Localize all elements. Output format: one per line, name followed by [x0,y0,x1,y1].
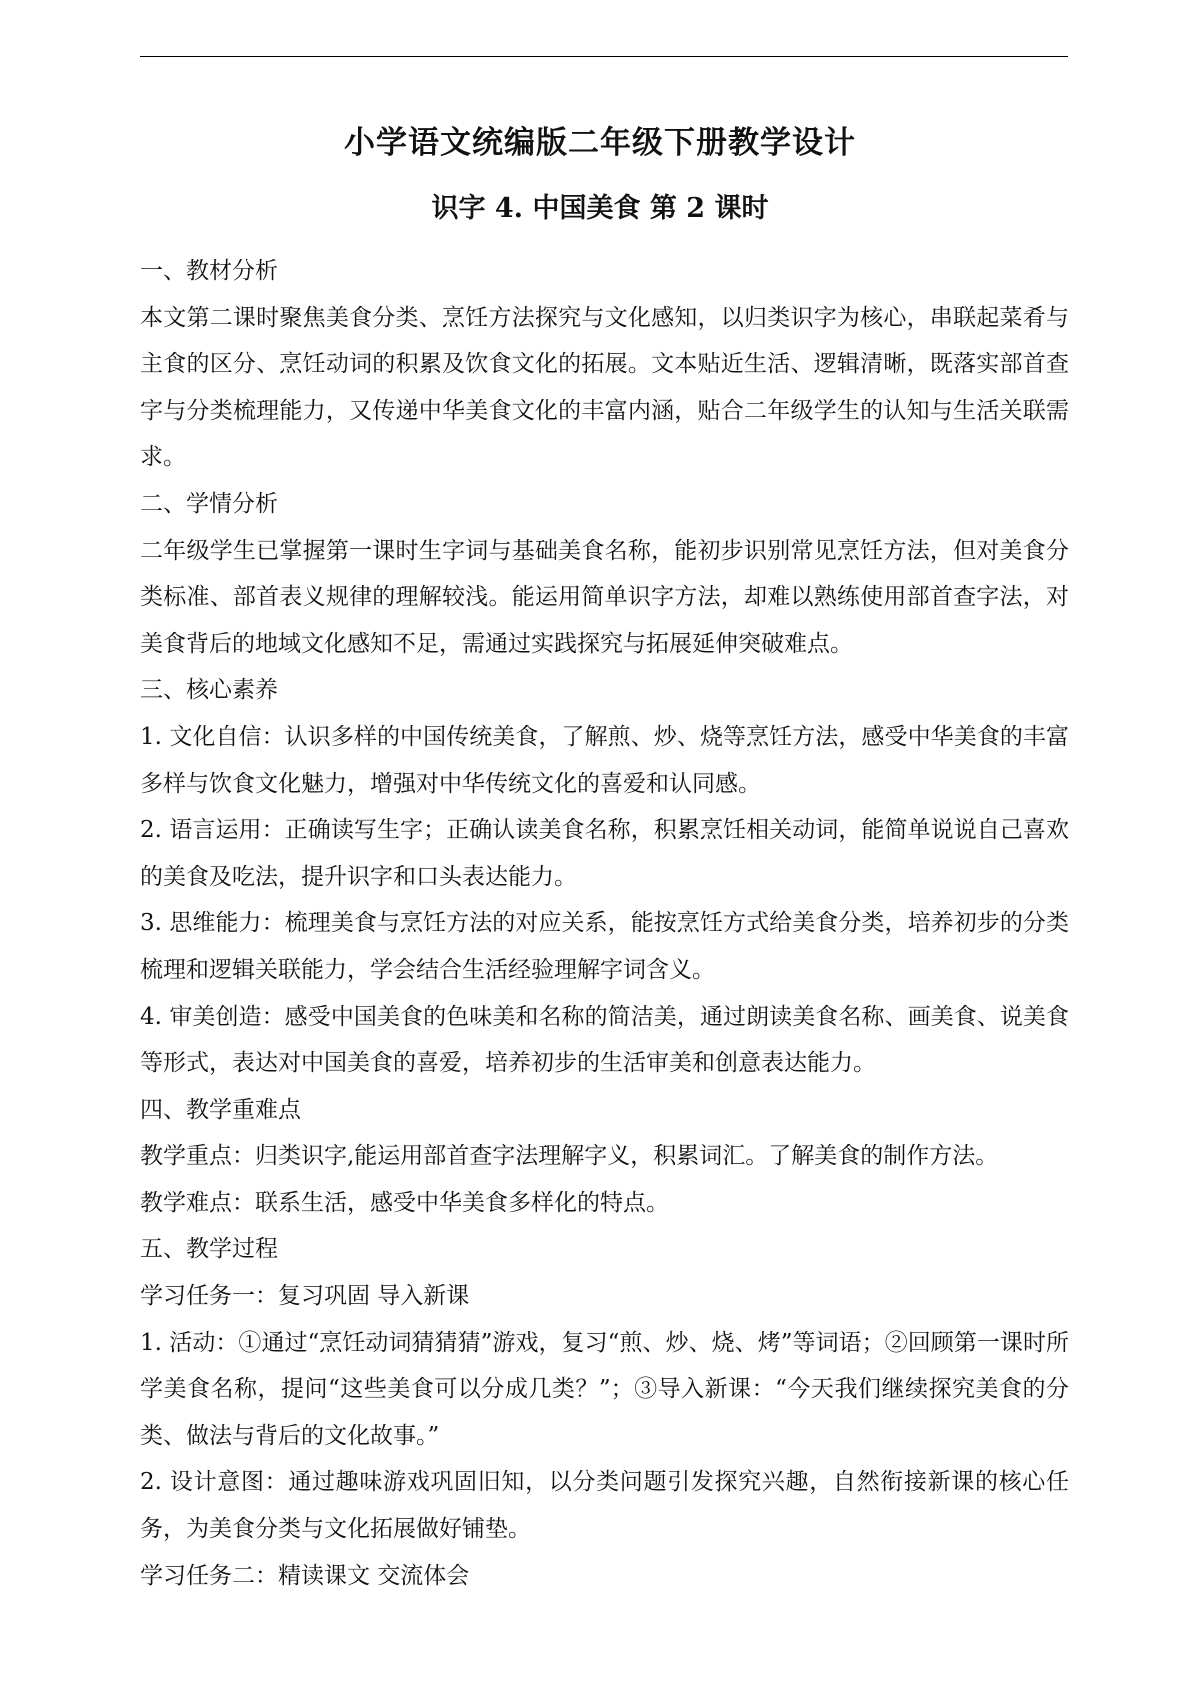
document-body [140,248,1069,1599]
document-subtitle: 识字 4. 中国美食 第 2 课时 [431,193,769,224]
section-heading-student-analysis: 二、学情分析 [140,490,278,517]
paragraph: 3. 思维能力：梳理美食与烹饪方法的对应关系，能按烹饪方式给美食分类，培养初步的分类梳理和逻辑关联能力，学会结合生活经验理解字词含义。 [140,910,1069,983]
section-heading-teaching-process: 五、教学过程 [140,1236,278,1263]
task-heading: 学习任务二：精读课文 交流体会 [140,1562,470,1589]
section-heading-textbook-analysis: 一、教材分析 [140,258,278,284]
paragraph: 二年级学生已掌握第一课时生字词与基础美食名称，能初步识别常见烹饪方法，但对美食分类标准、部首表义规律的理解较浅。能运用简单识字方法，却难以熟练使用部首查字法，对美食背后的地域文化感知不足，需通过实践探究与拓展延伸突破难点。 [140,537,1069,657]
paragraph: 2. 语言运用：正确读写生字；正确认读美食名称，积累烹饪相关动词，能简单说说自己喜欢的美食及吃法，提升识字和口头表达能力。 [140,817,1069,890]
section-heading-key-difficulties: 四、教学重难点 [140,1096,301,1123]
header-rule [140,56,1068,57]
paragraph: 教学重点：归类识字,能运用部首查字法理解字义，积累词汇。了解美食的制作方法。 [140,1143,999,1170]
paragraph: 1. 活动：①通过“烹饪动词猜猜猜”游戏，复习“煎、炒、烧、烤”等词语；②回顾第一课时所学美食名称，提问“这些美食可以分成几类？”；③导入新课：“今天我们继续探究美食的分类、做法与背后的文化故事。” [140,1329,1069,1449]
paragraph: 2. 设计意图：通过趣味游戏巩固旧知，以分类问题引发探究兴趣，自然衔接新课的核心任务，为美食分类与文化拓展做好铺垫。 [140,1469,1069,1543]
paragraph: 4. 审美创造：感受中国美食的色味美和名称的简洁美，通过朗读美食名称、画美食、说美食等形式，表达对中国美食的喜爱，培养初步的生活审美和创意表达能力。 [140,1003,1069,1077]
paragraph: 1. 文化自信：认识多样的中国传统美食，了解煎、炒、烧等烹饪方法，感受中华美食的丰富多样与饮食文化魅力，增强对中华传统文化的喜爱和认同感。 [140,723,1069,797]
task-heading: 学习任务一：复习巩固 导入新课 [140,1283,470,1310]
paragraph: 教学难点：联系生活，感受中华美食多样化的特点。 [140,1189,669,1216]
document-title: 小学语文统编版二年级下册教学设计 [344,125,856,161]
section-heading-core-literacy: 三、核心素养 [140,677,278,704]
paragraph: 本文第二课时聚焦美食分类、烹饪方法探究与文化感知，以归类识字为核心，串联起菜肴与主食的区分、烹饪动词的积累及饮食文化的拓展。文本贴近生活、逻辑清晰，既落实部首查字与分类梳理能力，又传递中华美食文化的丰富内涵，贴合二年级学生的认知与生活关联需求。 [140,304,1069,471]
